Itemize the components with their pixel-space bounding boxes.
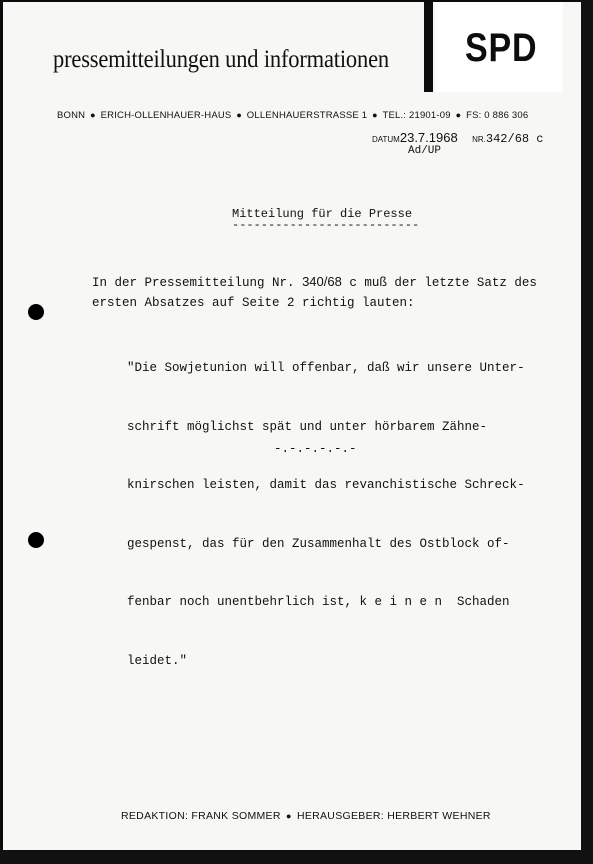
intro-line-2: ersten Absatzes auf Seite 2 richtig lauten: bbox=[92, 296, 415, 310]
bullet-icon: ● bbox=[236, 110, 242, 120]
intro-text: In der Pressemitteilung Nr. bbox=[92, 276, 295, 290]
footer-editor: REDAKTION: FRANK SOMMER bbox=[121, 810, 281, 822]
quote-line: leidet." bbox=[127, 653, 188, 668]
intro-line-1 bbox=[92, 272, 537, 293]
heading-underline: -------------------------- bbox=[232, 218, 420, 232]
footer-publisher: HERAUSGEBER: HERBERT WEHNER bbox=[296, 810, 491, 822]
date-value: 23.7.1968 bbox=[399, 130, 458, 145]
spd-logo: SPD bbox=[465, 26, 538, 70]
punch-hole-icon bbox=[28, 304, 44, 320]
bullet-icon: ● bbox=[372, 110, 378, 120]
letterhead-bar bbox=[424, 2, 433, 92]
address-line bbox=[57, 110, 528, 121]
footer bbox=[121, 810, 491, 822]
page-heading: Mitteilung für die Presse bbox=[232, 207, 413, 221]
address-city: BONN bbox=[57, 110, 86, 121]
letterhead-title: pressemitteilungen und informationen bbox=[53, 46, 389, 73]
scan-edge-right bbox=[581, 0, 593, 864]
document-page bbox=[3, 2, 581, 850]
address-phone: TEL.: 21901-09 bbox=[382, 110, 451, 121]
quote-line: fenbar noch unentbehrlich ist, k e i n e n Schaden bbox=[127, 595, 510, 609]
bullet-icon: ● bbox=[455, 110, 462, 120]
scan-edge-bottom bbox=[0, 850, 593, 864]
address-building: ERICH-OLLENHAUER-HAUS bbox=[100, 110, 232, 121]
quote-line: knirschen leisten, damit das revanchistische Schreck- bbox=[127, 478, 525, 492]
date-line bbox=[372, 130, 544, 146]
intro-paragraph bbox=[92, 272, 537, 313]
address-street: OLLENHAUERSTRASSE 1 bbox=[246, 110, 368, 121]
date-label: DATUM bbox=[372, 135, 400, 144]
bullet-icon: ● bbox=[285, 811, 292, 821]
nr-label: NR. bbox=[472, 135, 486, 144]
initials: Ad/UP bbox=[408, 145, 442, 157]
intro-text: c muß der letzte Satz des bbox=[349, 276, 537, 290]
nr-value: 342/68 c bbox=[485, 132, 544, 146]
quote-line: "Die Sowjetunion will offenbar, daß wir unsere Unter- bbox=[127, 361, 525, 375]
release-number: 340/68 bbox=[302, 274, 342, 289]
punch-hole-icon bbox=[28, 532, 44, 548]
quote-line: gespenst, das für den Zusammenhalt des Ostblock of- bbox=[127, 536, 510, 551]
corrected-quote bbox=[127, 320, 525, 710]
bullet-icon: ● bbox=[90, 110, 96, 120]
quote-line: schrift möglichst spät und unter hörbarem Zähne- bbox=[127, 419, 488, 434]
address-telex: FS: 0 886 306 bbox=[466, 110, 529, 121]
end-mark: -.-.-.-.-.- bbox=[274, 442, 357, 456]
